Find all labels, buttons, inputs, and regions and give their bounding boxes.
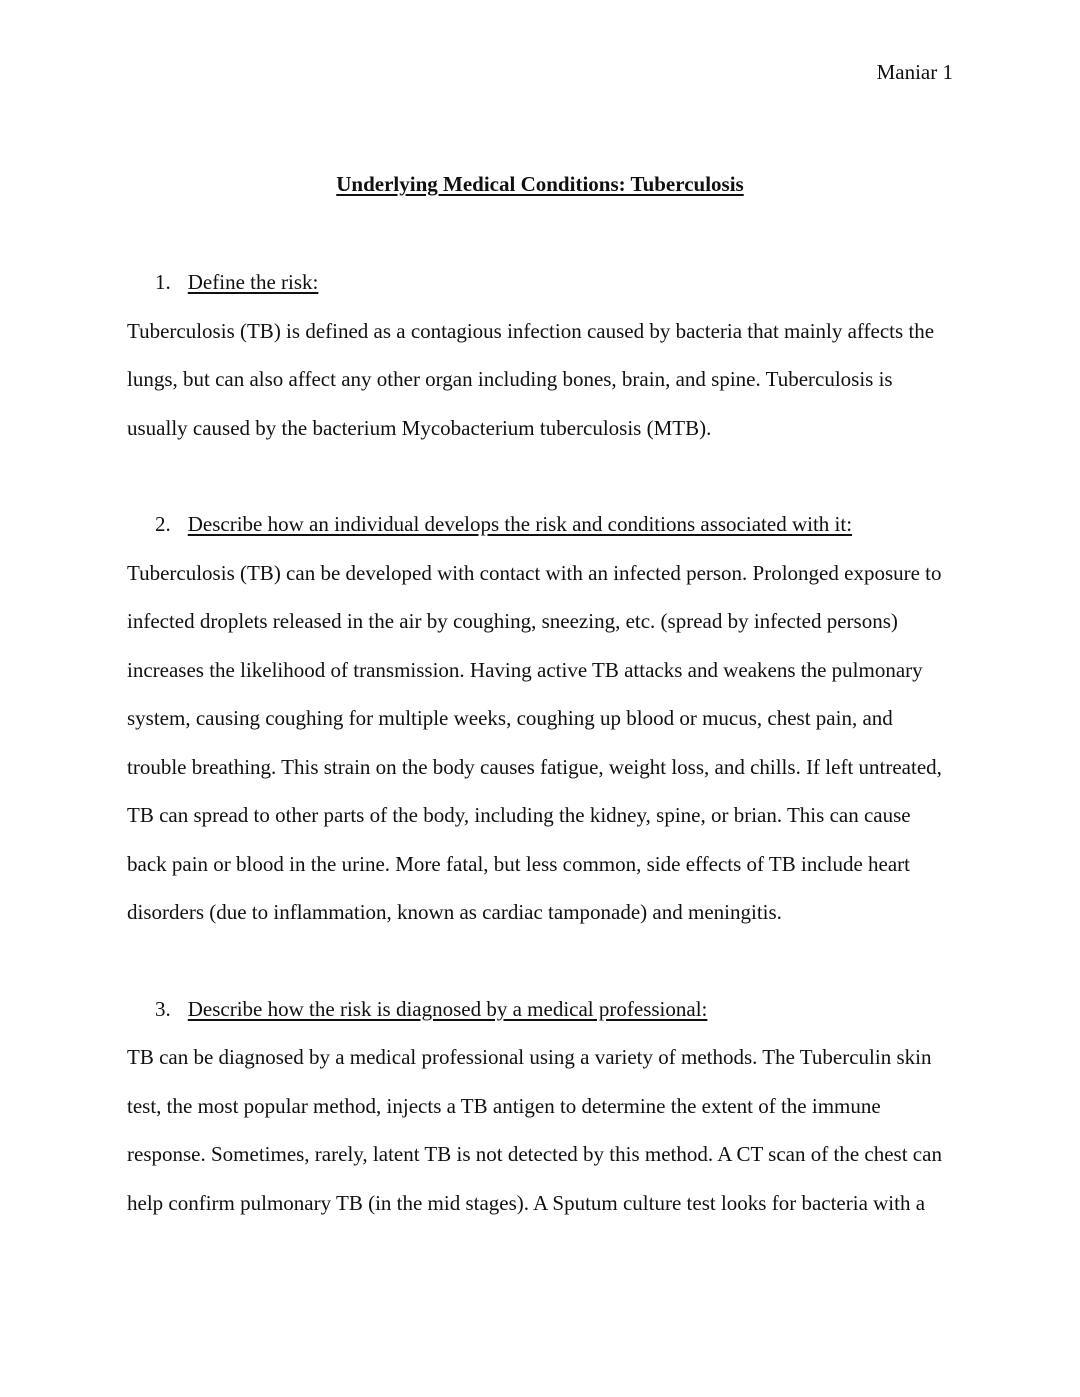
section-number: 3.	[155, 996, 171, 1021]
section-heading-text: Describe how the risk is diagnosed by a medical professional:	[187, 996, 708, 1021]
section-paragraph: Tuberculosis (TB) can be developed with contact with an infected person. Prolonged exposure to infected droplets released in the air by coughing, sneezing, etc. (spread by infected persons) increases the likelihood of transmission. Having active TB attacks and weakens the pulmonary system, causing coughing for multiple weeks, coughing up blood or mucus, chest pain, and trouble breathing. This strain on the body causes fatigue, weight loss, and chills. If left untreated, TB can spread to other parts of the body, including the kidney, spine, or brian. This can cause back pain or blood in the urine. More fatal, but less common, side effects of TB include heart disorders (due to inflammation, known as cardiac tamponade) and meningitis.	[127, 560, 942, 924]
section-heading	[127, 258, 953, 307]
section-heading-text: Define the risk:	[187, 270, 319, 294]
section-paragraph: Tuberculosis (TB) is defined as a contagious infection caused by bacteria that mainly affects the lungs, but can also affect any other organ including bones, brain, and spine. Tuberculosis is usually caused by the bacterium Mycobacterium tuberculosis (MTB).	[127, 318, 935, 440]
section-diagnosis	[127, 985, 953, 1228]
section-heading	[127, 985, 953, 1034]
section-number: 1.	[155, 270, 171, 294]
section-heading	[127, 500, 953, 549]
document-title: Underlying Medical Conditions: Tuberculosis	[336, 172, 744, 196]
section-paragraph: TB can be diagnosed by a medical professional using a variety of methods. The Tuberculin skin test, the most popular method, injects a TB antigen to determine the extent of the immune response. Sometimes, rarely, latent TB is not detected by this method. A CT scan of the chest can help confirm pulmonary TB (in the mid stages). A Sputum culture test looks for bacteria with a	[127, 1045, 942, 1215]
section-develop-risk	[127, 500, 953, 937]
section-heading-text: Describe how an individual develops the risk and conditions associated with it:	[187, 512, 853, 536]
section-define-risk	[127, 258, 953, 452]
page-header-author-page-number: Maniar 1	[876, 60, 953, 84]
section-number: 2.	[155, 512, 171, 536]
